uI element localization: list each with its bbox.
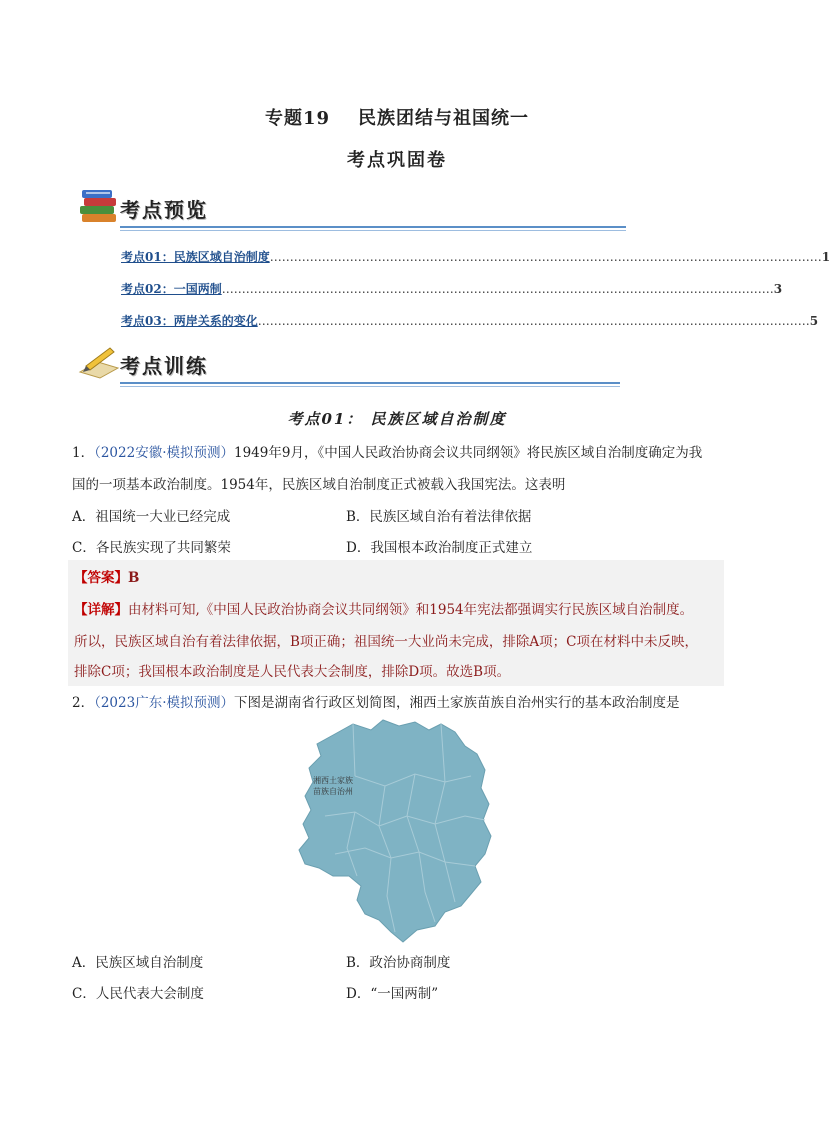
- map-label-line-2: 苗族自治州: [313, 787, 353, 796]
- map-label-line-1: 湘西土家族: [313, 776, 353, 785]
- toc-leader: …………………………………………………………………………………………………………………………: [257, 314, 810, 328]
- document-title: [0, 104, 794, 130]
- q1-option-b[interactable]: B．民族区域自治有着法律依据: [346, 509, 532, 525]
- stem-line-1: 1949年9月，《中国人民政治协商会议共同纲领》将民族区域自治制度确定为我: [234, 445, 703, 461]
- answer-tag: 【答案】: [74, 570, 128, 586]
- question-source: （2023广东·模拟预测）: [94, 695, 234, 711]
- question-number: 2．: [72, 695, 95, 711]
- training-heading: 考点训练: [120, 354, 208, 378]
- topic-number: 专题19: [264, 108, 331, 129]
- q1-option-c[interactable]: C．各民族实现了共同繁荣: [72, 540, 231, 556]
- toc-page: 3: [773, 282, 783, 296]
- toc-page: 5: [809, 314, 819, 328]
- preview-rule: [120, 226, 626, 228]
- training-rule: [120, 382, 620, 384]
- q1-option-a[interactable]: A．祖国统一大业已经完成: [72, 509, 231, 525]
- question-2-stem: [72, 688, 732, 718]
- hunan-map: [295, 716, 495, 946]
- province-outline: [299, 720, 491, 942]
- stem-text: 下图是湖南省行政区划简图，湘西土家族苗族自治州实行的基本政治制度是: [234, 695, 680, 711]
- toc-item-3[interactable]: [121, 312, 819, 329]
- question-number: 1．: [72, 445, 95, 461]
- answer-line: [74, 563, 139, 593]
- stem-line-2: 国的一项基本政治制度。1954年，民族区域自治制度正式被载入我国宪法。这表明: [72, 477, 566, 493]
- toc-leader: …………………………………………………………………………………………………………………………: [269, 250, 822, 264]
- question-1-stem: [72, 438, 732, 468]
- detail-line-2: 所以，民族区域自治有着法律依据，B项正确；祖国统一大业尚未完成，排除A项；C项在材料中未反映，: [74, 634, 698, 650]
- answer-value: B: [128, 570, 140, 586]
- topic-title: 民族团结与祖国统一: [358, 108, 530, 129]
- preview-rule-thin: [120, 230, 626, 231]
- q1-option-d[interactable]: D．我国根本政治制度正式建立: [346, 540, 533, 556]
- section-title: 考点01： 民族区域自治制度: [287, 410, 507, 428]
- q2-option-a[interactable]: A．民族区域自治制度: [72, 955, 204, 971]
- toc-leader: …………………………………………………………………………………………………………………………: [221, 282, 774, 296]
- detail-line-3: 排除C项；我国根本政治制度是人民代表大会制度，排除D项。故选B项。: [74, 664, 511, 680]
- toc-link[interactable]: 考点03：两岸关系的变化: [121, 314, 258, 328]
- detail-tag: 【详解】: [74, 602, 128, 618]
- toc-item-1[interactable]: [121, 248, 830, 265]
- q2-option-c[interactable]: C．人民代表大会制度: [72, 986, 204, 1002]
- detail-line-1: [74, 595, 693, 625]
- toc-item-2[interactable]: [121, 280, 783, 297]
- document-subtitle: 考点巩固卷: [347, 150, 447, 171]
- q2-option-b[interactable]: B．政治协商制度: [346, 955, 451, 971]
- pencil-book-icon: [76, 342, 122, 384]
- toc-link[interactable]: 考点01：民族区域自治制度: [121, 250, 270, 264]
- detail-text-1: 由材料可知,《中国人民政治协商会议共同纲领》和1954年宪法都强调实行民族区域自治制度。: [128, 602, 694, 618]
- toc-link[interactable]: 考点02：一国两制: [121, 282, 222, 296]
- q2-option-d[interactable]: D．“一国两制”: [346, 986, 439, 1002]
- books-icon: [76, 186, 122, 228]
- toc-page: 1: [821, 250, 830, 264]
- training-banner: [76, 342, 620, 390]
- preview-heading: 考点预览: [120, 198, 208, 222]
- training-rule-thin: [120, 386, 620, 387]
- preview-banner: [76, 186, 626, 234]
- question-source: （2022安徽·模拟预测）: [94, 445, 234, 461]
